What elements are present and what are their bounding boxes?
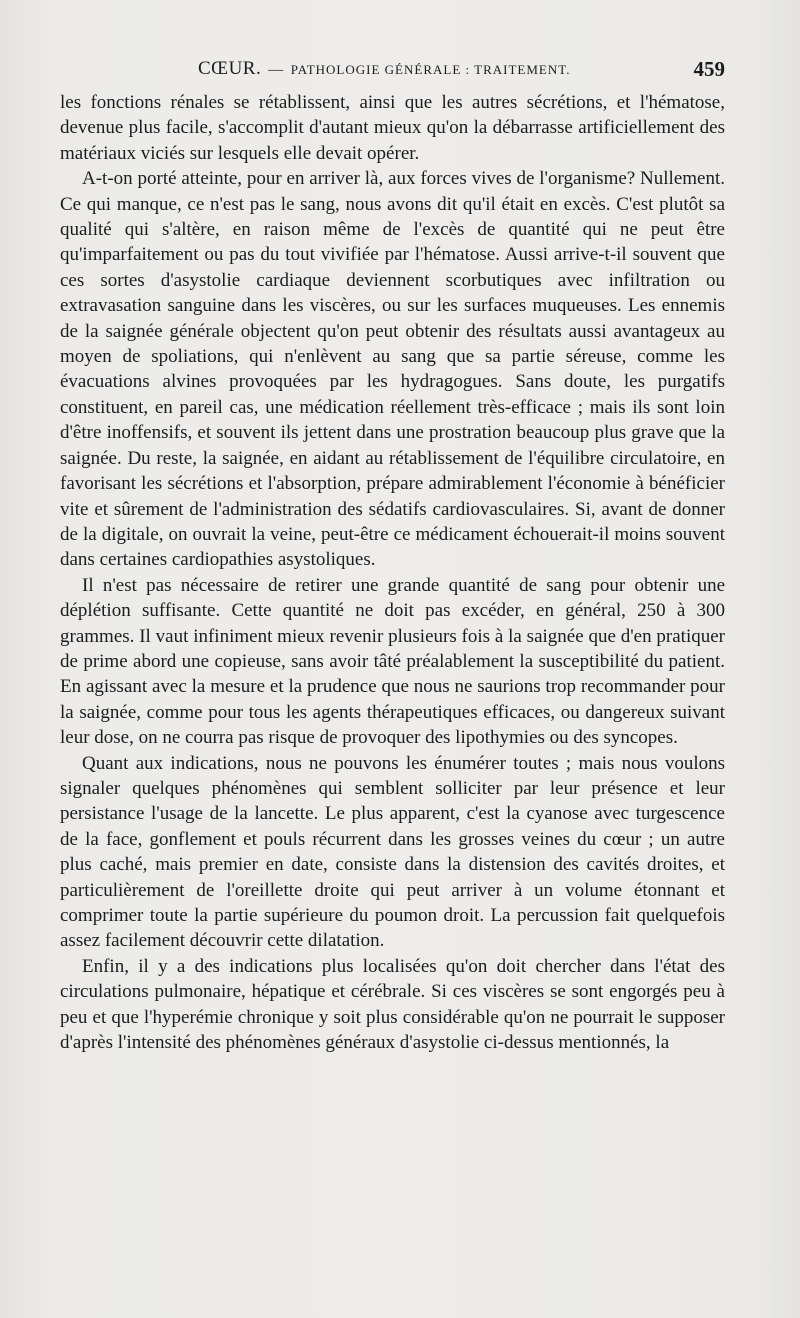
body-text	[60, 90, 725, 1055]
paragraph: Quant aux indications, nous ne pouvons les énumérer toutes ; mais nous voulons signaler quelques phénomènes qui semblent solliciter par leur présence et leur persistance l'usage de la lancette. Le plus apparent, c'est la cyanose avec turgescence de la face, gonflement et pouls récurrent dans les grosses veines du cœur ; un autre plus caché, mais premier en date, consiste dans la distension des cavités droites, et particulièrement de l'oreillette droite qui peut arriver à un volume étonnant et comprimer toute la partie supérieure du poumon droit. La percussion fait quelquefois assez facilement découvrir cette dilatation.	[60, 752, 725, 952]
running-head-main: CŒUR.	[198, 58, 262, 79]
paragraph: A-t-on porté atteinte, pour en arriver là, aux forces vives de l'organisme? Nullement. Ce qui manque, ce n'est pas le sang, nous avons dit qu'il était en excès. C'est plutôt sa qualité qui s'altère, en raison même de l'excès de quantité qui ne peut être qu'imparfaitement ou pas du tout vivifiée par l'hématose. Aussi arrive-t-il souvent que ces sortes d'asystolie cardiaque deviennent scorbutiques avec infiltration ou extravasation sanguine dans les viscères, ou sur les surfaces muqueuses. Les ennemis de la saignée générale objectent qu'on peut obtenir des résultats aussi avantageux au moyen de spoliations, qui n'enlèvent au sang que sa partie séreuse, comme les évacuations alvines provoquées par les hydragogues. Sans doute, les purgatifs constituent, en pareil cas, une médication réellement très-efficace ; mais ils sont loin d'être inoffensifs, et souvent ils jettent dans une prostration beaucoup plus grave que la saignée. Du reste, la saignée, en aidant au rétablissement de l'équilibre circulatoire, en favorisant les sécrétions et l'absorption, prépare admirablement l'économie à bénéficier vite et sûrement de l'administration des sédatifs cardiovasculaires. Si, avant de donner de la digitale, on ouvrait la veine, peut-être ce médicament échouerait-il moins souvent dans certaines cardiopathies asystoliques.	[60, 168, 725, 571]
page-header	[60, 56, 725, 86]
paragraph: Enfin, il y a des indications plus localisées qu'on doit chercher dans l'état des circulations pulmonaire, hépatique et cérébrale. Si ces viscères se sont engorgés peu à peu et que l'hyperémie chronique y soit plus considérable qu'on ne pourrait le supposer d'après l'intensité des phénomènes généraux d'asystolie ci-dessus mentionnés, la	[60, 955, 725, 1054]
running-head-dash: —	[268, 62, 284, 78]
paragraph: Il n'est pas nécessaire de retirer une grande quantité de sang pour obtenir une déplétion suffisante. Cette quantité ne doit pas excéder, en général, 250 à 300 grammes. Il vaut infiniment mieux revenir plusieurs fois à la saignée que d'en pratiquer de prime abord une copieuse, sans avoir tâté préalablement la susceptibilité du patient. En agissant avec la mesure et la prudence que nous ne saurions trop recommander pour la saignée, comme pour tous les agents thérapeutiques efficaces, ou dangereux suivant leur dose, on ne courra pas risque de provoquer des lipothymies ou des syncopes.	[60, 574, 725, 749]
running-head-title: PATHOLOGIE GÉNÉRALE : TRAITEMENT.	[290, 62, 571, 77]
running-head	[198, 58, 570, 80]
paragraph: les fonctions rénales se rétablissent, ainsi que les autres sécrétions, et l'hématose, devenue plus facile, s'accomplit d'autant mieux qu'on la débarrasse artificiellement des matériaux viciés sur lesquels elle devait opérer.	[60, 92, 725, 164]
page-number: 459	[693, 57, 725, 81]
